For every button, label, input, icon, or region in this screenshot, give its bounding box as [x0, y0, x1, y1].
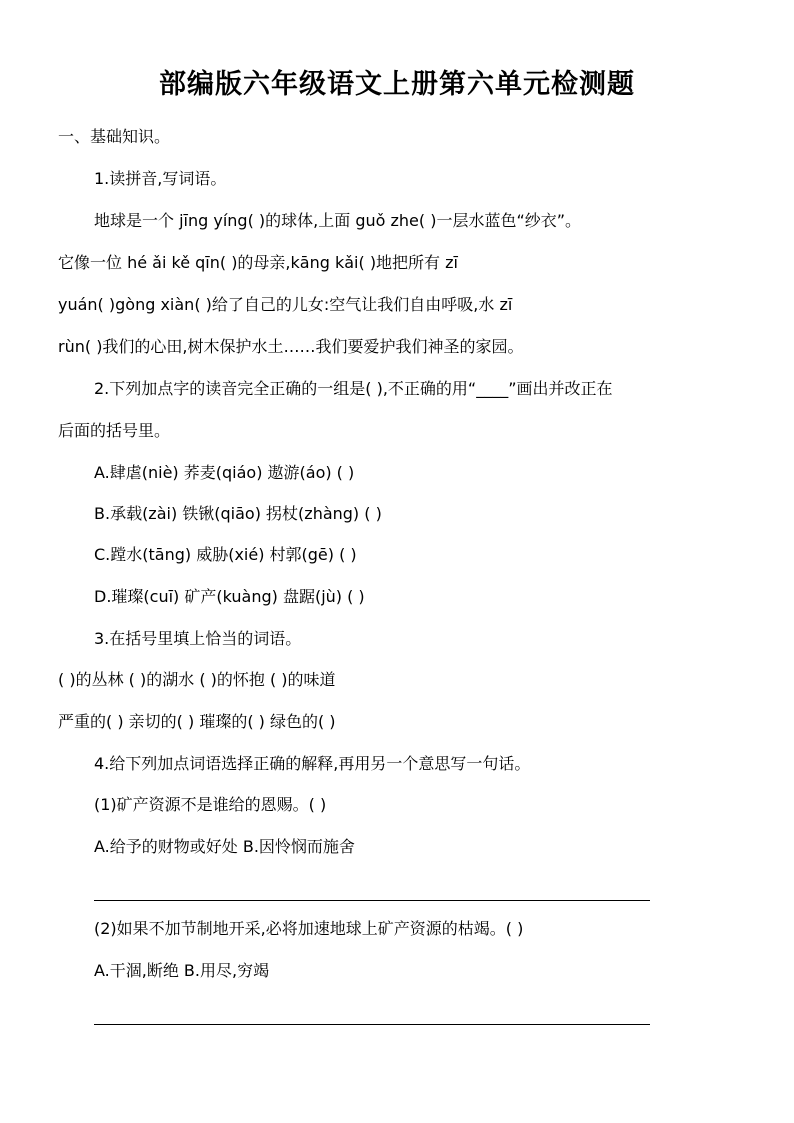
answer-line[interactable] [94, 1024, 650, 1025]
question-2-heading: 2.下列加点字的读音完全正确的一组是( ),不正确的用“____”画出并改正在 [94, 379, 613, 398]
question-2-option: C.蹚水(tāng) 威胁(xié) 村郭(gē) ( ) [94, 545, 357, 564]
question-2-heading-cont: 后面的括号里。 [58, 421, 171, 440]
question-1-line: 地球是一个 jīng yíng( )的球体,上面 guǒ zhe( )一层水蓝色“纱衣”。 [94, 211, 582, 230]
question-1-line: yuán( )gòng xiàn( )给了自己的儿女:空气让我们自由呼吸,水 zī [58, 295, 513, 314]
question-3-row: ( )的丛林 ( )的湖水 ( )的怀抱 ( )的味道 [58, 670, 336, 689]
question-4-heading: 4.给下列加点词语选择正确的解释,再用另一个意思写一句话。 [94, 754, 531, 773]
page-title: 部编版六年级语文上册第六单元检测题 [159, 69, 635, 100]
question-4-sub-2: (2)如果不加节制地开采,必将加速地球上矿产资源的枯竭。( ) [94, 919, 524, 938]
question-4-sub-2-options: A.干涸,断绝 B.用尽,穷竭 [94, 961, 270, 980]
question-3-heading: 3.在括号里填上恰当的词语。 [94, 629, 302, 648]
question-4-sub-1-options: A.给予的财物或好处 B.因怜悯而施舍 [94, 837, 355, 856]
question-2-option: A.肆虐(niè) 荞麦(qiáo) 遨游(áo) ( ) [94, 463, 355, 482]
answer-line[interactable] [94, 900, 650, 901]
question-1-heading: 1.读拼音,写词语。 [94, 169, 227, 188]
section-heading: 一、基础知识。 [58, 127, 171, 146]
question-3-row: 严重的( ) 亲切的( ) 璀璨的( ) 绿色的( ) [58, 712, 336, 731]
question-4-sub-1: (1)矿产资源不是谁给的恩赐。( ) [94, 795, 327, 814]
question-2-option: B.承载(zài) 铁锹(qiāo) 拐杖(zhàng) ( ) [94, 504, 382, 523]
question-1-line: 它像一位 hé ǎi kě qīn( )的母亲,kāng kǎi( )地把所有 zī [58, 253, 458, 272]
question-2-option: D.璀璨(cuī) 矿产(kuàng) 盘踞(jù) ( ) [94, 587, 365, 606]
question-1-line: rùn( )我们的心田,树木保护水土……我们要爱护我们神圣的家园。 [58, 337, 524, 356]
